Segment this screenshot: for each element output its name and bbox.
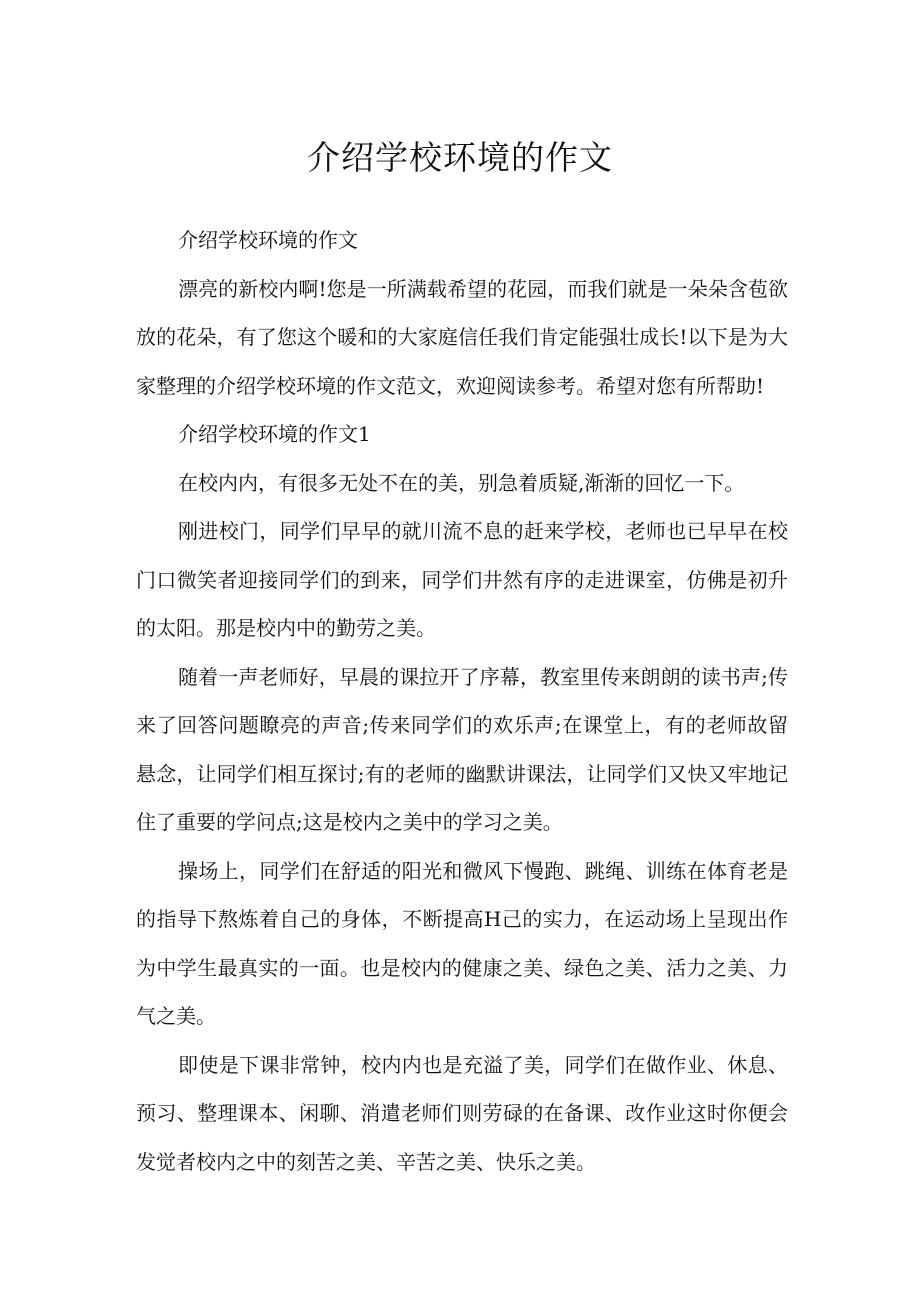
paragraph: 刚进校门，同学们早早的就川流不息的赶来学校，老师也已早早在校门口微笑者迎接同学们的到来，同学们井然有序的走进课室，仿佛是初升的太阳。那是校内中的勤劳之美。 bbox=[136, 519, 788, 640]
document-body bbox=[136, 216, 788, 1186]
paragraph: 随着一声老师好，早晨的课拉开了序幕，教室里传来朗朗的读书声;传来了回答问题瞭亮的声音;传来同学们的欢乐声;在课堂上，有的老师故留悬念，让同学们相互探讨;有的老师的幽默讲课法，让同学们又快又牢地记住了重要的学问点;这是校内之美中的学习之美。 bbox=[136, 664, 788, 834]
paragraph: 即使是下课非常钟，校内内也是充溢了美，同学们在做作业、休息、预习、整理课本、闲聊、消遣老师们则劳碌的在备课、改作业这时你便会发觉者校内之中的刻苦之美、辛苦之美、快乐之美。 bbox=[136, 1052, 788, 1174]
document-title: 介绍学校环境的作文 bbox=[307, 138, 613, 177]
intro-paragraph: 漂亮的新校内啊!您是一所满载希望的花园，而我们就是一朵朵含苞欲放的花朵，有了您这个暖和的大家庭信任我们肯定能强壮成长!以下是为大家整理的介绍学校环境的作文范文，欢迎阅读参考。希望对您有所帮助! bbox=[136, 276, 788, 398]
paragraph: 操场上，同学们在舒适的阳光和微风下慢跑、跳绳、训练在体育老是的指导下熬炼着自己的身体，不断提高H己的实力，在运动场上呈现出作为中学生最真实的一面。也是校内的健康之美、绿色之美、活力之美、力气之美。 bbox=[136, 858, 788, 1028]
subtitle-paragraph: 介绍学校环境的作文 bbox=[178, 228, 358, 252]
paragraph: 在校内内，有很多无处不在的美，别急着质疑,渐渐的回忆一下。 bbox=[178, 470, 745, 495]
section-heading: 介绍学校环境的作文1 bbox=[178, 422, 371, 446]
